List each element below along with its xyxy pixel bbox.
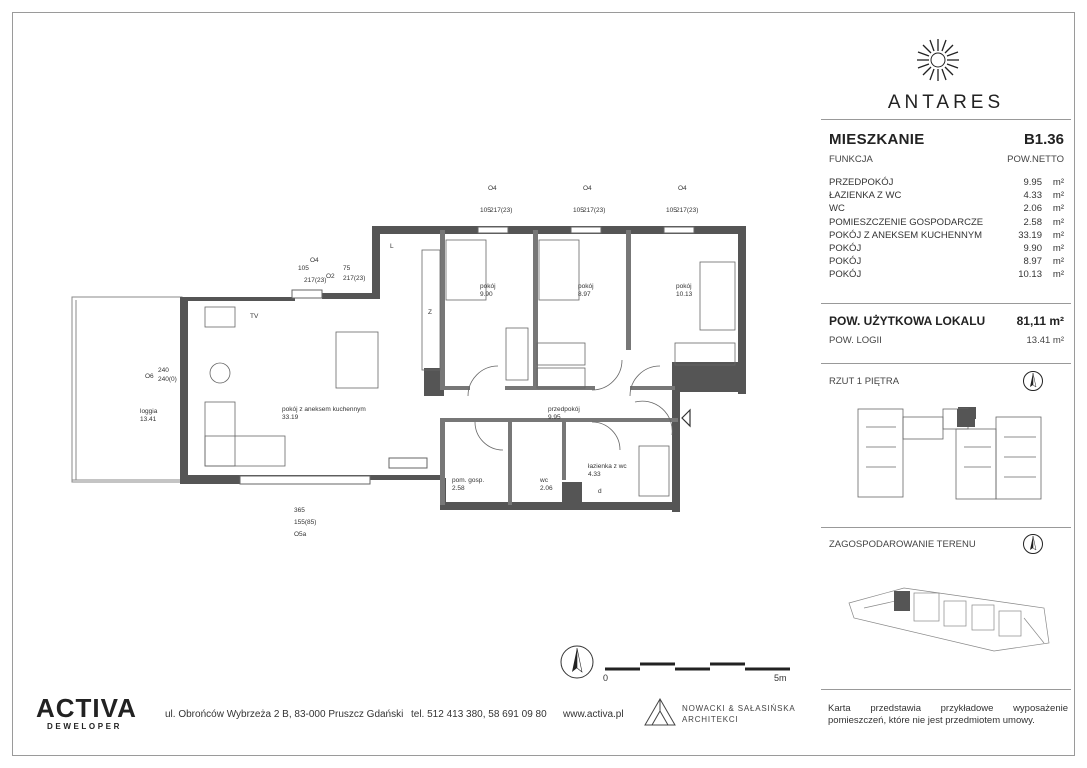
win-o4a-d2: 217(23): [304, 277, 327, 284]
room-row: WC 2.06 m²: [829, 203, 1064, 215]
building-floor-key-plan: [856, 407, 1046, 507]
room-row: POKÓJ 8.97 m²: [829, 256, 1064, 268]
site-plan-map: [844, 573, 1059, 653]
divider: [821, 363, 1071, 364]
win-o4b-d2: 217(23): [490, 207, 513, 214]
win-o4a-d1: 105: [298, 265, 309, 272]
win-o4c-d2: 217(23): [583, 207, 606, 214]
win-o2-d1: 75: [343, 265, 351, 272]
north-arrow-icon: [1022, 533, 1044, 555]
win-o4d: O4: [678, 185, 687, 192]
hall-area: 9.95: [548, 414, 561, 421]
architect-name: NOWACKI & SAŁASIŃSKA ARCHITEKCI: [682, 704, 796, 724]
activa-logo-sub: DEWELOPER: [47, 722, 122, 731]
win-o6-d1: 240: [158, 367, 169, 374]
hall-name: przedpokój: [548, 406, 580, 413]
room-row: POKÓJ Z ANEKSEM KUCHENNYM 33.19 m²: [829, 229, 1064, 241]
loggia-area-label: 13.41: [140, 416, 157, 423]
divider: [821, 689, 1071, 690]
room-row: ŁAZIENKA Z WC 4.33 m²: [829, 190, 1064, 202]
win-o4d-d1: 105: [666, 207, 677, 214]
room-row: POKÓJ 10.13 m²: [829, 269, 1064, 281]
footer-website[interactable]: www.activa.pl: [563, 709, 624, 720]
room1-name: pokój: [480, 283, 496, 290]
win-o5a: O5a: [294, 531, 307, 538]
loggia-outline: [72, 297, 182, 482]
win-o2: O2: [326, 273, 335, 280]
apartment-code: B1.36: [1023, 131, 1064, 148]
win-o6-d2: 240(0): [158, 376, 177, 383]
room2-area: 8.97: [578, 291, 591, 298]
entrance-arrow: [682, 410, 690, 426]
win-o5a-d1: 365: [294, 507, 305, 514]
room3-area: 10.13: [676, 291, 693, 298]
win-o4b-d1: 105: [480, 207, 491, 214]
living-area: 33.19: [282, 414, 299, 421]
antares-sun-logo-icon: [915, 37, 961, 83]
divider: [821, 527, 1071, 528]
room1-area: 9.90: [480, 291, 493, 298]
site-plan-label: ZAGOSPODAROWANIE TERENU: [829, 539, 976, 550]
divider: [821, 119, 1071, 120]
loggia-name: loggia: [140, 408, 158, 415]
footer-address: ul. Obrońców Wybrzeża 2 B, 83-000 Pruszcz Gdański: [165, 709, 404, 720]
interior-walls: [440, 230, 678, 505]
living-name: pokój z aneksem kuchennym: [282, 406, 366, 413]
floor-plan-label: RZUT 1 PIĘTRA: [829, 376, 900, 387]
function-header: FUNKCJA: [829, 154, 873, 165]
room2-name: pokój: [578, 283, 594, 290]
z-label: Z: [428, 309, 432, 316]
d-label: d: [598, 488, 602, 495]
divider: [821, 303, 1071, 304]
fridge-label: L: [390, 243, 394, 250]
scale-max: 5m: [774, 673, 787, 683]
room-row: POKÓJ 9.90 m²: [829, 242, 1064, 254]
wc-name: wc: [540, 477, 548, 484]
svg-text:ACTIVA: ACTIVA: [36, 693, 137, 723]
brand-name: ANTARES: [887, 92, 1005, 113]
loggia-area-label: POW. LOGII: [829, 335, 882, 346]
storage-area: 2.58: [452, 485, 465, 492]
scale-zero: 0: [603, 673, 609, 683]
area-header: POW.NETTO: [1007, 154, 1064, 165]
disclaimer-note: Karta przedstawia przykładowe wyposażenie pomieszczeń, które nie jest przedmiotem umowy.: [828, 703, 1068, 726]
wc-area: 2.06: [540, 485, 553, 492]
bath-name: łazienka z wc: [588, 463, 627, 470]
activa-logo: [36, 693, 151, 721]
win-o4a: O4: [310, 257, 319, 264]
room-row: POMIESZCZENIE GOSPODARCZE 2.58 m²: [829, 216, 1064, 228]
bath-area: 4.33: [588, 471, 601, 478]
win-o4d-d2: 217(23): [676, 207, 699, 214]
room-row: PRZEDPOKÓJ 9.95 m²: [829, 177, 1064, 188]
footer-phone: tel. 512 413 380, 58 691 09 80: [411, 709, 547, 720]
tv-label: TV: [250, 313, 259, 320]
apartment-label: MIESZKANIE: [829, 131, 925, 148]
win-o6: O6: [145, 373, 154, 380]
info-panel: [818, 13, 1074, 755]
win-o4c: O4: [583, 185, 592, 192]
storage-name: pom. gosp.: [452, 477, 485, 484]
win-o5a-d2: 155(85): [294, 519, 317, 526]
loggia-area-value: 13.41 m²: [1026, 335, 1064, 346]
usable-area-value: 81,11 m²: [1016, 314, 1064, 328]
win-o2-d2: 217(23): [343, 275, 366, 282]
architect-logo-icon: [643, 695, 677, 731]
room-area-list: [829, 177, 1064, 283]
room3-name: pokój: [676, 283, 692, 290]
win-o4c-d1: 105: [573, 207, 584, 214]
usable-area-label: POW. UŻYTKOWA LOKALU: [829, 314, 986, 328]
win-o4b: O4: [488, 185, 497, 192]
north-arrow-icon: [1022, 370, 1044, 392]
